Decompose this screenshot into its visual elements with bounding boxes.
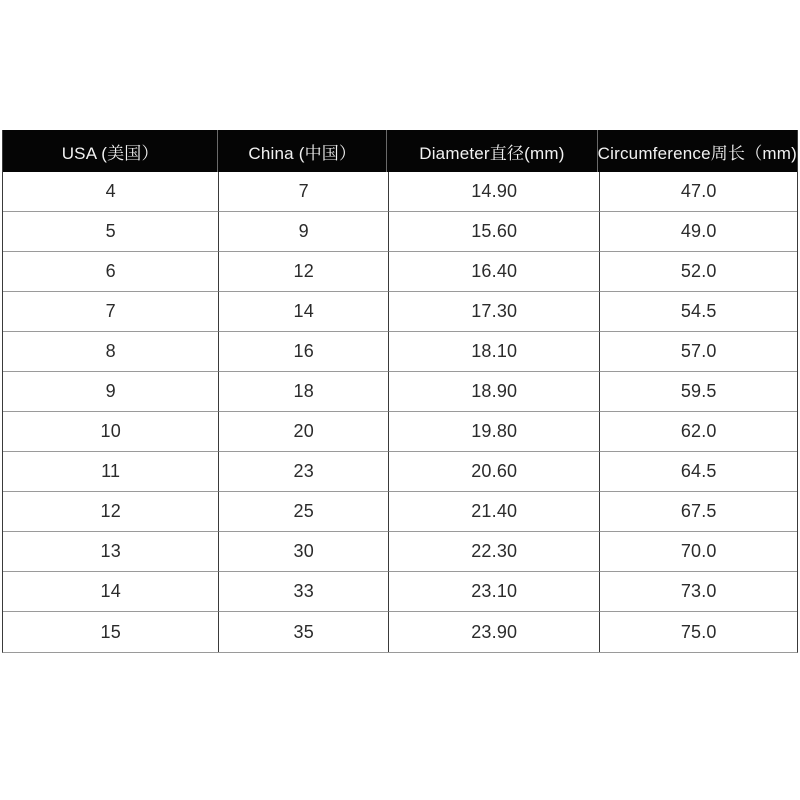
table-cell: 16	[218, 332, 388, 372]
table-cell: 21.40	[388, 492, 599, 532]
table-cell: 22.30	[388, 532, 599, 572]
table-cell: 54.5	[599, 292, 797, 332]
table-cell: 49.0	[599, 212, 797, 252]
table-cell: 7	[218, 172, 388, 212]
header-diameter: Diameter直径(mm)	[386, 130, 596, 172]
table-cell: 18.10	[388, 332, 599, 372]
table-cell: 33	[218, 572, 388, 612]
table-cell: 18.90	[388, 372, 599, 412]
table-cell: 19.80	[388, 412, 599, 452]
header-circumference: Circumference周长（mm)	[597, 130, 797, 172]
table-row	[3, 332, 797, 372]
header-usa: USA (美国）	[61, 143, 159, 163]
table-cell: 12	[218, 252, 388, 292]
table-cell: 47.0	[599, 172, 797, 212]
table-row	[3, 452, 797, 492]
table-cell: 35	[218, 612, 388, 652]
table-body	[3, 172, 797, 652]
table-cell: 11	[3, 452, 218, 492]
header-china: China (中国）	[217, 130, 386, 172]
table-cell: 8	[3, 332, 218, 372]
table-cell: 64.5	[599, 452, 797, 492]
table-row	[3, 572, 797, 612]
table-cell: 57.0	[599, 332, 797, 372]
table-cell: 14	[3, 572, 218, 612]
table-row	[3, 412, 797, 452]
table-cell: 9	[218, 212, 388, 252]
table-cell: 9	[3, 372, 218, 412]
table-cell: 18	[218, 372, 388, 412]
table-cell: 23.10	[388, 572, 599, 612]
table-cell: 67.5	[599, 492, 797, 532]
table-cell: 5	[3, 212, 218, 252]
table-cell: 15.60	[388, 212, 599, 252]
table-row	[3, 532, 797, 572]
table-cell: 20.60	[388, 452, 599, 492]
table-cell: 23.90	[388, 612, 599, 652]
table-cell: 16.40	[388, 252, 599, 292]
table-cell: 13	[3, 532, 218, 572]
table-cell: 15	[100, 621, 121, 642]
table-cell: 62.0	[599, 412, 797, 452]
table-row	[3, 372, 797, 412]
table-cell: 6	[3, 252, 218, 292]
table-row	[3, 212, 797, 252]
table-cell: 7	[3, 292, 218, 332]
table-cell: 14.90	[388, 172, 599, 212]
table-row	[3, 492, 797, 532]
table-row	[3, 612, 797, 652]
table-cell: 25	[218, 492, 388, 532]
table-cell: 4	[3, 172, 218, 212]
table-cell: 20	[218, 412, 388, 452]
table-header-row	[3, 130, 797, 172]
table-cell: 14	[218, 292, 388, 332]
ring-size-conversion-table	[2, 130, 798, 653]
table-cell: 70.0	[599, 532, 797, 572]
table-cell: 73.0	[599, 572, 797, 612]
table-cell: 10	[3, 412, 218, 452]
table-row	[3, 172, 797, 212]
table-cell: 23	[218, 452, 388, 492]
table-cell: 17.30	[388, 292, 599, 332]
table-row	[3, 292, 797, 332]
table-cell: 52.0	[599, 252, 797, 292]
table-row	[3, 252, 797, 292]
table-cell: 12	[3, 492, 218, 532]
table-cell: 75.0	[599, 612, 797, 652]
table-cell: 59.5	[599, 372, 797, 412]
table-cell: 30	[218, 532, 388, 572]
